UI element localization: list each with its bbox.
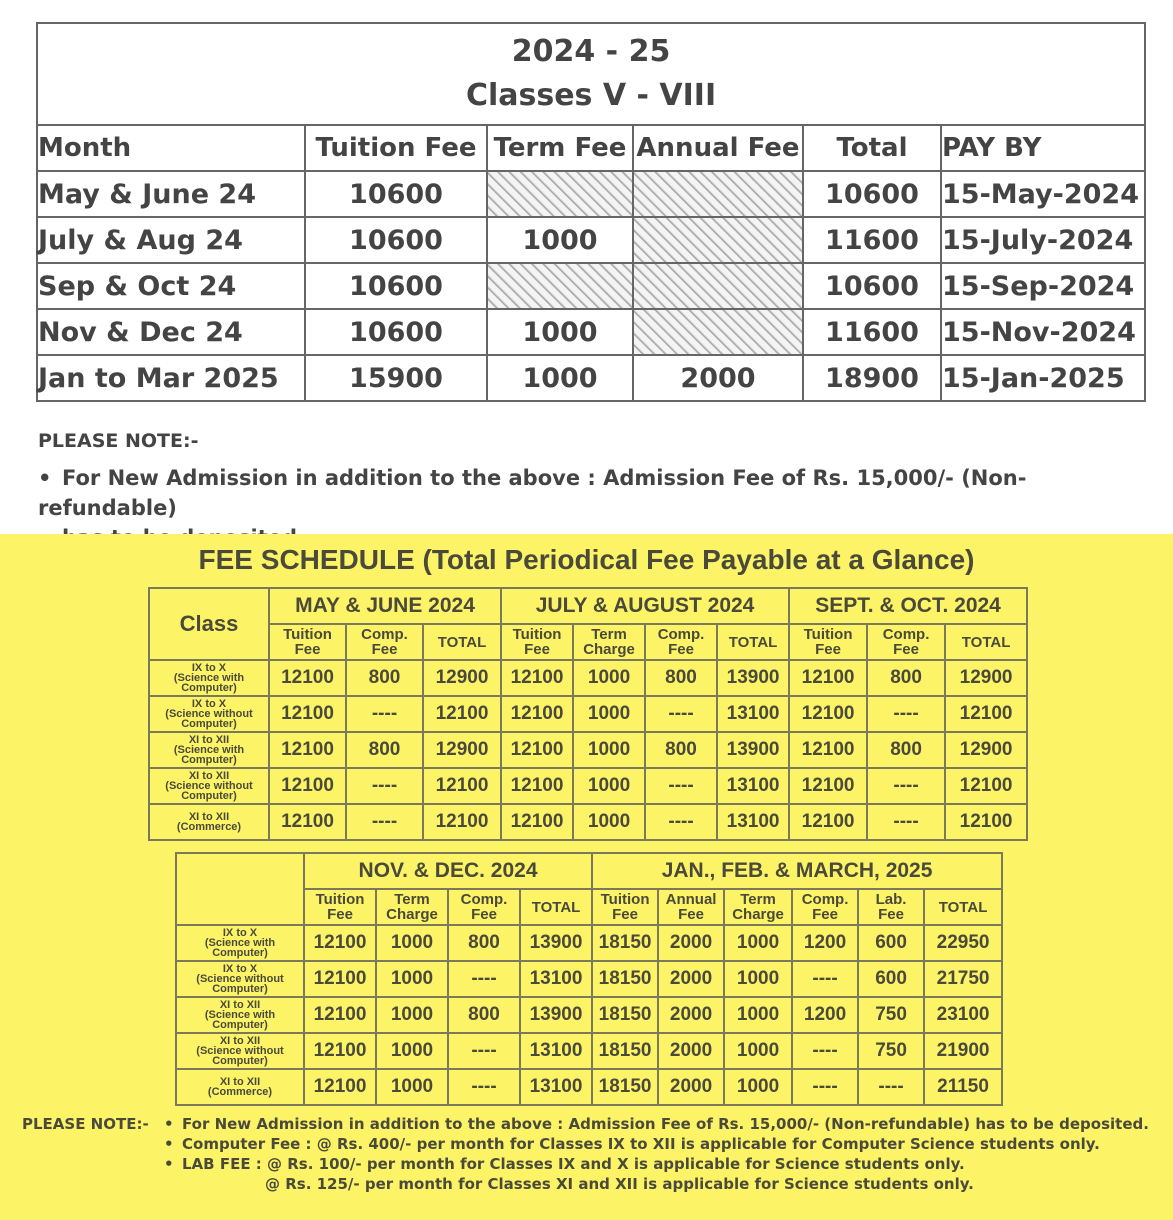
class-cell — [176, 1069, 304, 1105]
subheader-line: Term — [740, 891, 776, 908]
subheader-line: Fee — [524, 641, 550, 658]
header-row — [37, 125, 1145, 171]
fee-cell: 800 — [867, 732, 945, 768]
subheader-cell — [269, 624, 346, 660]
fee-cell: 600 — [858, 925, 924, 961]
subheader-cell — [658, 889, 724, 925]
fee-cell: 12100 — [501, 732, 573, 768]
fee-cell: 1000 — [376, 961, 448, 997]
bullet-icon: • — [38, 466, 52, 490]
fee-cell: 1000 — [724, 1033, 792, 1069]
fee-cell: 12100 — [423, 696, 501, 732]
subheader-line: Tuition — [315, 891, 365, 908]
tuition-cell: 15900 — [305, 355, 487, 401]
group-nov-dec: NOV. & DEC. 2024 — [304, 853, 592, 889]
subheader-cell — [945, 624, 1027, 660]
subheader-line: Fee — [668, 641, 694, 658]
tuition-cell: 10600 — [305, 171, 487, 217]
fee-cell: 12100 — [304, 925, 376, 961]
fee-cell: 12100 — [304, 1069, 376, 1105]
subheader-cell — [592, 889, 658, 925]
fee-cell: 12100 — [789, 768, 867, 804]
class-cell — [176, 961, 304, 997]
class-cell — [176, 925, 304, 961]
subheader-cell — [448, 889, 520, 925]
fee-cell: 12900 — [423, 660, 501, 696]
fee-cell: 12100 — [501, 768, 573, 804]
fee-cell: 13100 — [520, 1069, 592, 1105]
group-sept-oct: SEPT. & OCT. 2024 — [789, 588, 1027, 624]
fee-cell: 13100 — [520, 1033, 592, 1069]
fee-cell: 18150 — [592, 961, 658, 997]
fee-cell: 13100 — [520, 961, 592, 997]
fee-cell: ---- — [858, 1069, 924, 1105]
fee-cell: 13900 — [717, 660, 789, 696]
subheader-line: Fee — [327, 906, 353, 923]
subheader-line: Fee — [815, 641, 841, 658]
fee-cell: ---- — [792, 1069, 858, 1105]
fee-cell: 12100 — [269, 696, 346, 732]
fee-cell: ---- — [792, 961, 858, 997]
fee-cell: 750 — [858, 1033, 924, 1069]
month-cell: May & June 24 — [37, 171, 305, 217]
class-cell — [149, 804, 269, 840]
total-cell: 11600 — [803, 217, 941, 263]
subheader-line: Fee — [893, 641, 919, 658]
table-row — [37, 171, 1145, 217]
class-line: (Science without — [196, 1045, 284, 1057]
fee-cell: ---- — [792, 1033, 858, 1069]
subheader-line: Tuition — [283, 626, 332, 643]
class-line: IX to X — [191, 698, 227, 710]
fee-cell: 21750 — [924, 961, 1002, 997]
note-item — [164, 1114, 1149, 1134]
fee-cell: 1000 — [573, 696, 645, 732]
subheader-cell — [789, 624, 867, 660]
fee-cell: 12100 — [945, 768, 1027, 804]
fee-cell: 600 — [858, 961, 924, 997]
fee-cell: 1000 — [724, 925, 792, 961]
table-row — [176, 925, 1002, 961]
fee-cell: 21900 — [924, 1033, 1002, 1069]
fee-cell: 800 — [448, 997, 520, 1033]
fee-cell: 1000 — [573, 660, 645, 696]
fee-cell: ---- — [867, 804, 945, 840]
header-pay-by: PAY BY — [941, 125, 1145, 171]
table-row — [176, 1069, 1002, 1105]
fee-cell: ---- — [346, 696, 423, 732]
class-header-blank — [176, 853, 304, 925]
fee-cell: 12100 — [269, 732, 346, 768]
note-item — [164, 1154, 965, 1174]
month-cell: July & Aug 24 — [37, 217, 305, 263]
fee-schedule-title: FEE SCHEDULE (Total Periodical Fee Payable at a Glance) — [198, 544, 975, 575]
fee-schedule-table-part2 — [175, 852, 1003, 1106]
fee-cell: 12100 — [501, 804, 573, 840]
subheader-line: Term — [591, 626, 627, 643]
subheader-cell — [867, 624, 945, 660]
subheader-line: Tuition — [512, 626, 562, 643]
fee-cell: ---- — [448, 1069, 520, 1105]
table-row — [37, 263, 1145, 309]
fee-cell: 21150 — [924, 1069, 1002, 1105]
fee-cell: 1000 — [573, 804, 645, 840]
fee-cell: 23100 — [924, 997, 1002, 1033]
subheader-cell — [645, 624, 717, 660]
subheader-line: Tuition — [803, 626, 853, 643]
fee-cell: 12100 — [423, 804, 501, 840]
subheader-line: Comp. — [882, 626, 930, 643]
fee-cell: 2000 — [658, 1069, 724, 1105]
total-cell: 18900 — [803, 355, 941, 401]
fee-cell: 12100 — [423, 768, 501, 804]
subheader-line: Annual — [665, 891, 717, 908]
subheader-line: TOTAL — [728, 633, 778, 651]
fee-cell: 1200 — [792, 997, 858, 1033]
fee-cell: ---- — [448, 961, 520, 997]
class-line: Computer) — [181, 718, 237, 730]
class-line: Computer) — [181, 790, 237, 802]
subheader-cell — [520, 889, 592, 925]
fee-cell: ---- — [346, 804, 423, 840]
annual-cell-empty — [633, 171, 803, 217]
fee-cell: 12100 — [789, 804, 867, 840]
subheader-cell — [304, 889, 376, 925]
table-row — [149, 804, 1027, 840]
fee-cell: ---- — [645, 768, 717, 804]
pay-by-cell: 15-July-2024 — [941, 217, 1145, 263]
pay-by-cell: 15-Sep-2024 — [941, 263, 1145, 309]
class-line: (Commerce) — [207, 1086, 273, 1098]
note-text: @ Rs. 125/- per month for Classes XI and XII is applicable for Science students only. — [265, 1175, 974, 1193]
annual-cell-empty — [633, 217, 803, 263]
fee-cell: ---- — [346, 768, 423, 804]
header-term-fee: Term Fee — [487, 125, 633, 171]
table-row — [149, 768, 1027, 804]
fee-cell: 1000 — [376, 1069, 448, 1105]
class-line: Computer) — [212, 947, 268, 959]
fee-cell: 13900 — [717, 732, 789, 768]
fee-cell: 1000 — [573, 732, 645, 768]
class-header: Class — [149, 588, 269, 660]
group-july-august: JULY & AUGUST 2024 — [501, 588, 789, 624]
subheader-line: Fee — [878, 906, 904, 923]
group-jan-march: JAN., FEB. & MARCH, 2025 — [592, 853, 1002, 889]
class-line: XI to XII — [219, 1076, 261, 1088]
fee-cell: 18150 — [592, 997, 658, 1033]
subheader-line: Lab. — [875, 891, 907, 908]
table-row — [176, 997, 1002, 1033]
admission-note-line1: For New Admission in addition to the above : Admission Fee of Rs. 15,000/- (Non-refundable) — [38, 466, 1027, 520]
fee-cell: 13900 — [520, 997, 592, 1033]
fee-cell: ---- — [867, 768, 945, 804]
class-line: XI to XII — [219, 999, 261, 1011]
subheader-cell — [346, 624, 423, 660]
month-cell: Jan to Mar 2025 — [37, 355, 305, 401]
subheader-line: Fee — [371, 641, 398, 658]
subheader-cell — [924, 889, 1002, 925]
classes-v-viii-fee-table — [36, 22, 1146, 402]
class-line: (Science with — [173, 672, 245, 684]
fee-cell: ---- — [448, 1033, 520, 1069]
month-cell: Nov & Dec 24 — [37, 309, 305, 355]
fee-cell: 2000 — [658, 961, 724, 997]
fee-cell: 13900 — [520, 925, 592, 961]
subheader-line: Charge — [583, 641, 635, 658]
subheader-cell — [423, 624, 501, 660]
fee-cell: 1200 — [792, 925, 858, 961]
subheader-line: Fee — [294, 641, 321, 658]
class-line: IX to X — [222, 927, 258, 939]
fee-cell: ---- — [645, 804, 717, 840]
notes-label: PLEASE NOTE:- — [22, 1115, 149, 1133]
class-line: XI to XII — [219, 1035, 261, 1047]
class-cell — [176, 1033, 304, 1069]
subheader-cell — [501, 624, 573, 660]
fee-cell: 1000 — [724, 961, 792, 997]
fee-cell: 12100 — [789, 732, 867, 768]
header-tuition-fee: Tuition Fee — [305, 125, 487, 171]
subheader-line: Fee — [812, 906, 838, 923]
subheader-cell — [858, 889, 924, 925]
fee-cell: 12100 — [269, 660, 346, 696]
fee-cell: 18150 — [592, 1033, 658, 1069]
note-label: PLEASE NOTE:- — [38, 430, 199, 452]
fee-cell: 12100 — [789, 696, 867, 732]
note-text: Computer Fee : @ Rs. 400/- per month for Classes IX to XII is applicable for Computer Science students only. — [182, 1135, 1100, 1153]
fee-cell: ---- — [645, 696, 717, 732]
class-cell — [149, 696, 269, 732]
subheader-line: Charge — [732, 906, 784, 923]
table-row — [37, 309, 1145, 355]
subheader-line: Fee — [612, 906, 638, 923]
tuition-cell: 10600 — [305, 217, 487, 263]
fee-cell: 800 — [346, 732, 423, 768]
class-line: XI to XII — [188, 811, 230, 823]
annual-cell-empty — [633, 263, 803, 309]
header-annual-fee: Annual Fee — [633, 125, 803, 171]
fee-cell: 12900 — [945, 660, 1027, 696]
annual-cell: 2000 — [633, 355, 803, 401]
class-line: Computer) — [212, 1019, 268, 1031]
total-cell: 11600 — [803, 309, 941, 355]
fee-cell: 12100 — [304, 997, 376, 1033]
fee-cell: 12100 — [269, 768, 346, 804]
fee-cell: 800 — [346, 660, 423, 696]
table-row — [149, 732, 1027, 768]
fee-cell: 12100 — [304, 961, 376, 997]
class-line: (Science without — [165, 708, 253, 720]
subheader-line: Fee — [471, 906, 497, 923]
subheader-cell — [573, 624, 645, 660]
fee-cell: 12100 — [789, 660, 867, 696]
class-line: Computer) — [212, 1055, 268, 1067]
fee-cell: 750 — [858, 997, 924, 1033]
fee-cell: 22950 — [924, 925, 1002, 961]
note-item — [164, 1134, 1100, 1154]
fee-cell: 1000 — [724, 997, 792, 1033]
subheader-line: Term — [394, 891, 430, 908]
fee-schedule-table-part1 — [148, 587, 1028, 841]
fee-cell: 12100 — [501, 660, 573, 696]
subheader-line: TOTAL — [961, 633, 1011, 651]
fee-cell: 13100 — [717, 804, 789, 840]
subheader-line: Fee — [678, 906, 704, 923]
term-cell-empty — [487, 171, 633, 217]
fee-cell: 2000 — [658, 925, 724, 961]
fee-cell: 1000 — [573, 768, 645, 804]
class-cell — [176, 997, 304, 1033]
fee-schedule-section — [0, 534, 1173, 1220]
total-cell: 10600 — [803, 263, 941, 309]
fee-cell: 12100 — [304, 1033, 376, 1069]
fee-cell: 18150 — [592, 925, 658, 961]
fee-cell: 12100 — [945, 804, 1027, 840]
bullet-icon: • — [164, 1155, 174, 1173]
class-line: IX to X — [191, 662, 227, 674]
bullet-icon: • — [164, 1115, 174, 1133]
fee-cell: 1000 — [376, 1033, 448, 1069]
class-cell — [149, 768, 269, 804]
table-row — [149, 660, 1027, 696]
class-line: (Science with — [173, 744, 245, 756]
fee-cell: 12100 — [501, 696, 573, 732]
class-line: Computer) — [212, 983, 268, 995]
subheader-line: Comp. — [657, 626, 705, 643]
fee-cell: 800 — [867, 660, 945, 696]
class-line: (Science with — [204, 937, 276, 949]
fee-cell: 13100 — [717, 768, 789, 804]
subheader-line: TOTAL — [531, 898, 581, 916]
tuition-cell: 10600 — [305, 309, 487, 355]
fee-cell: 2000 — [658, 997, 724, 1033]
fee-cell: 12100 — [269, 804, 346, 840]
fee-cell: 800 — [448, 925, 520, 961]
academic-year: 2024 - 25 — [511, 34, 671, 69]
table-row — [176, 1033, 1002, 1069]
annual-cell-empty — [633, 309, 803, 355]
fee-cell: ---- — [867, 696, 945, 732]
subheader-line: Comp. — [801, 891, 849, 908]
class-line: Computer) — [181, 682, 237, 694]
subheader-line: TOTAL — [938, 898, 988, 916]
class-line: Computer) — [181, 754, 237, 766]
subheader-line: Comp. — [460, 891, 508, 908]
pay-by-cell: 15-Nov-2024 — [941, 309, 1145, 355]
subheader-cell — [717, 624, 789, 660]
table-row — [37, 217, 1145, 263]
class-cell — [149, 732, 269, 768]
fee-cell: 18150 — [592, 1069, 658, 1105]
subheader-cell — [376, 889, 448, 925]
class-line: IX to X — [222, 963, 258, 975]
fee-cell: 12900 — [945, 732, 1027, 768]
bullet-icon: • — [164, 1135, 174, 1153]
class-line: (Commerce) — [176, 821, 242, 833]
subheader-line: Comp. — [361, 626, 408, 643]
class-cell — [149, 660, 269, 696]
group-may-june: MAY & JUNE 2024 — [269, 588, 501, 624]
term-cell: 1000 — [487, 217, 633, 263]
pay-by-cell: 15-Jan-2025 — [941, 355, 1145, 401]
fee-cell: 800 — [645, 660, 717, 696]
month-cell: Sep & Oct 24 — [37, 263, 305, 309]
header-total: Total — [803, 125, 941, 171]
subheader-line: Tuition — [600, 891, 650, 908]
fee-cell: 12100 — [945, 696, 1027, 732]
subheader-line: TOTAL — [437, 633, 487, 651]
table-title — [37, 23, 1145, 125]
subheader-cell — [724, 889, 792, 925]
term-cell: 1000 — [487, 355, 633, 401]
fee-cell: 2000 — [658, 1033, 724, 1069]
subheader-row — [149, 624, 1027, 660]
term-cell-empty — [487, 263, 633, 309]
class-line: XI to XII — [188, 770, 230, 782]
fee-cell: 13100 — [717, 696, 789, 732]
class-line: (Science without — [165, 780, 253, 792]
note-text: LAB FEE : @ Rs. 100/- per month for Classes IX and X is applicable for Science students only. — [182, 1155, 965, 1173]
subheader-cell — [792, 889, 858, 925]
header-month: Month — [37, 125, 305, 171]
fee-cell: 12900 — [423, 732, 501, 768]
class-line: (Science with — [204, 1009, 276, 1021]
tuition-cell: 10600 — [305, 263, 487, 309]
class-line: XI to XII — [188, 734, 230, 746]
subheader-line: Charge — [386, 906, 438, 923]
class-line: (Science without — [196, 973, 284, 985]
table-row — [176, 961, 1002, 997]
fee-cell: 1000 — [724, 1069, 792, 1105]
term-cell: 1000 — [487, 309, 633, 355]
note-text: For New Admission in addition to the above : Admission Fee of Rs. 15,000/- (Non-refundable) has to be deposited. — [182, 1115, 1149, 1133]
pay-by-cell: 15-May-2024 — [941, 171, 1145, 217]
fee-cell: 1000 — [376, 925, 448, 961]
note-item — [265, 1174, 974, 1194]
table-row — [37, 355, 1145, 401]
fee-cell: 1000 — [376, 997, 448, 1033]
classes-label: Classes V - VIII — [465, 78, 717, 113]
fee-cell: 800 — [645, 732, 717, 768]
table-row — [149, 696, 1027, 732]
total-cell: 10600 — [803, 171, 941, 217]
